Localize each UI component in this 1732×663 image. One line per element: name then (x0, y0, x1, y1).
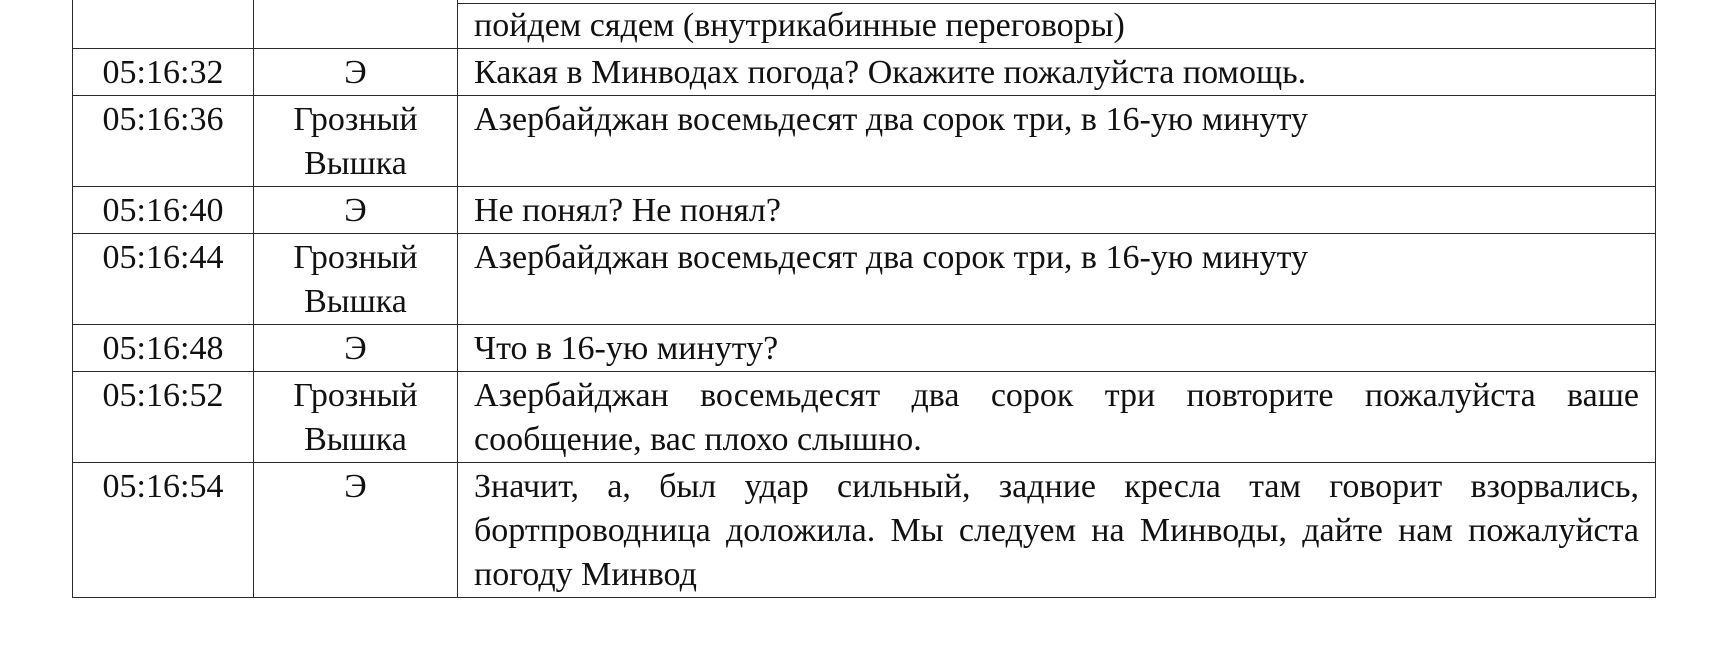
table-row (73, 0, 1656, 49)
time-cell: 05:16:52 (73, 372, 254, 463)
time-cell: 05:16:32 (73, 49, 254, 96)
message-cell: Азербайджан восемьдесят два сорок три, в 16-ую минуту (458, 96, 1656, 187)
table-row (73, 49, 1656, 96)
table-row (73, 463, 1656, 598)
message-cell: Не понял? Не понял? (458, 187, 1656, 234)
message-cell: Что в 16-ую минуту? (458, 325, 1656, 372)
time-cell: 05:16:48 (73, 325, 254, 372)
time-cell: 05:16:44 (73, 234, 254, 325)
speaker-cell: Э (254, 463, 458, 598)
message-cell: Какая в Минводах погода? Окажите пожалуйста помощь. (458, 49, 1656, 96)
speaker-cell (254, 0, 458, 49)
message-cell: Азербайджан восемьдесят два сорок три, в 16-ую минуту (458, 234, 1656, 325)
message-cell (458, 0, 1656, 49)
speaker-cell: Грозный Вышка (254, 234, 458, 325)
table-row (73, 372, 1656, 463)
row-divider (458, 0, 1655, 4)
speaker-cell: Грозный Вышка (254, 96, 458, 187)
time-cell: 05:16:40 (73, 187, 254, 234)
time-cell (73, 0, 254, 49)
message-text: пойдем сядем (внутрикабинные переговоры) (474, 7, 1125, 44)
speaker-cell: Э (254, 49, 458, 96)
message-cell: Азербайджан восемьдесят два сорок три повторите пожалуйста ваше сообщение, вас плохо слышно. (458, 372, 1656, 463)
time-cell: 05:16:54 (73, 463, 254, 598)
table-row (73, 234, 1656, 325)
speaker-cell: Грозный Вышка (254, 372, 458, 463)
table-row (73, 187, 1656, 234)
transcript-table (72, 0, 1656, 598)
time-cell: 05:16:36 (73, 96, 254, 187)
speaker-cell: Э (254, 187, 458, 234)
table-row (73, 325, 1656, 372)
speaker-cell: Э (254, 325, 458, 372)
table-row (73, 96, 1656, 187)
message-cell: Значит, а, был удар сильный, задние кресла там говорит взорвались, бортпроводница доложила. Мы следуем на Минводы, дайте нам пожалуйста погоду Минвод (458, 463, 1656, 598)
